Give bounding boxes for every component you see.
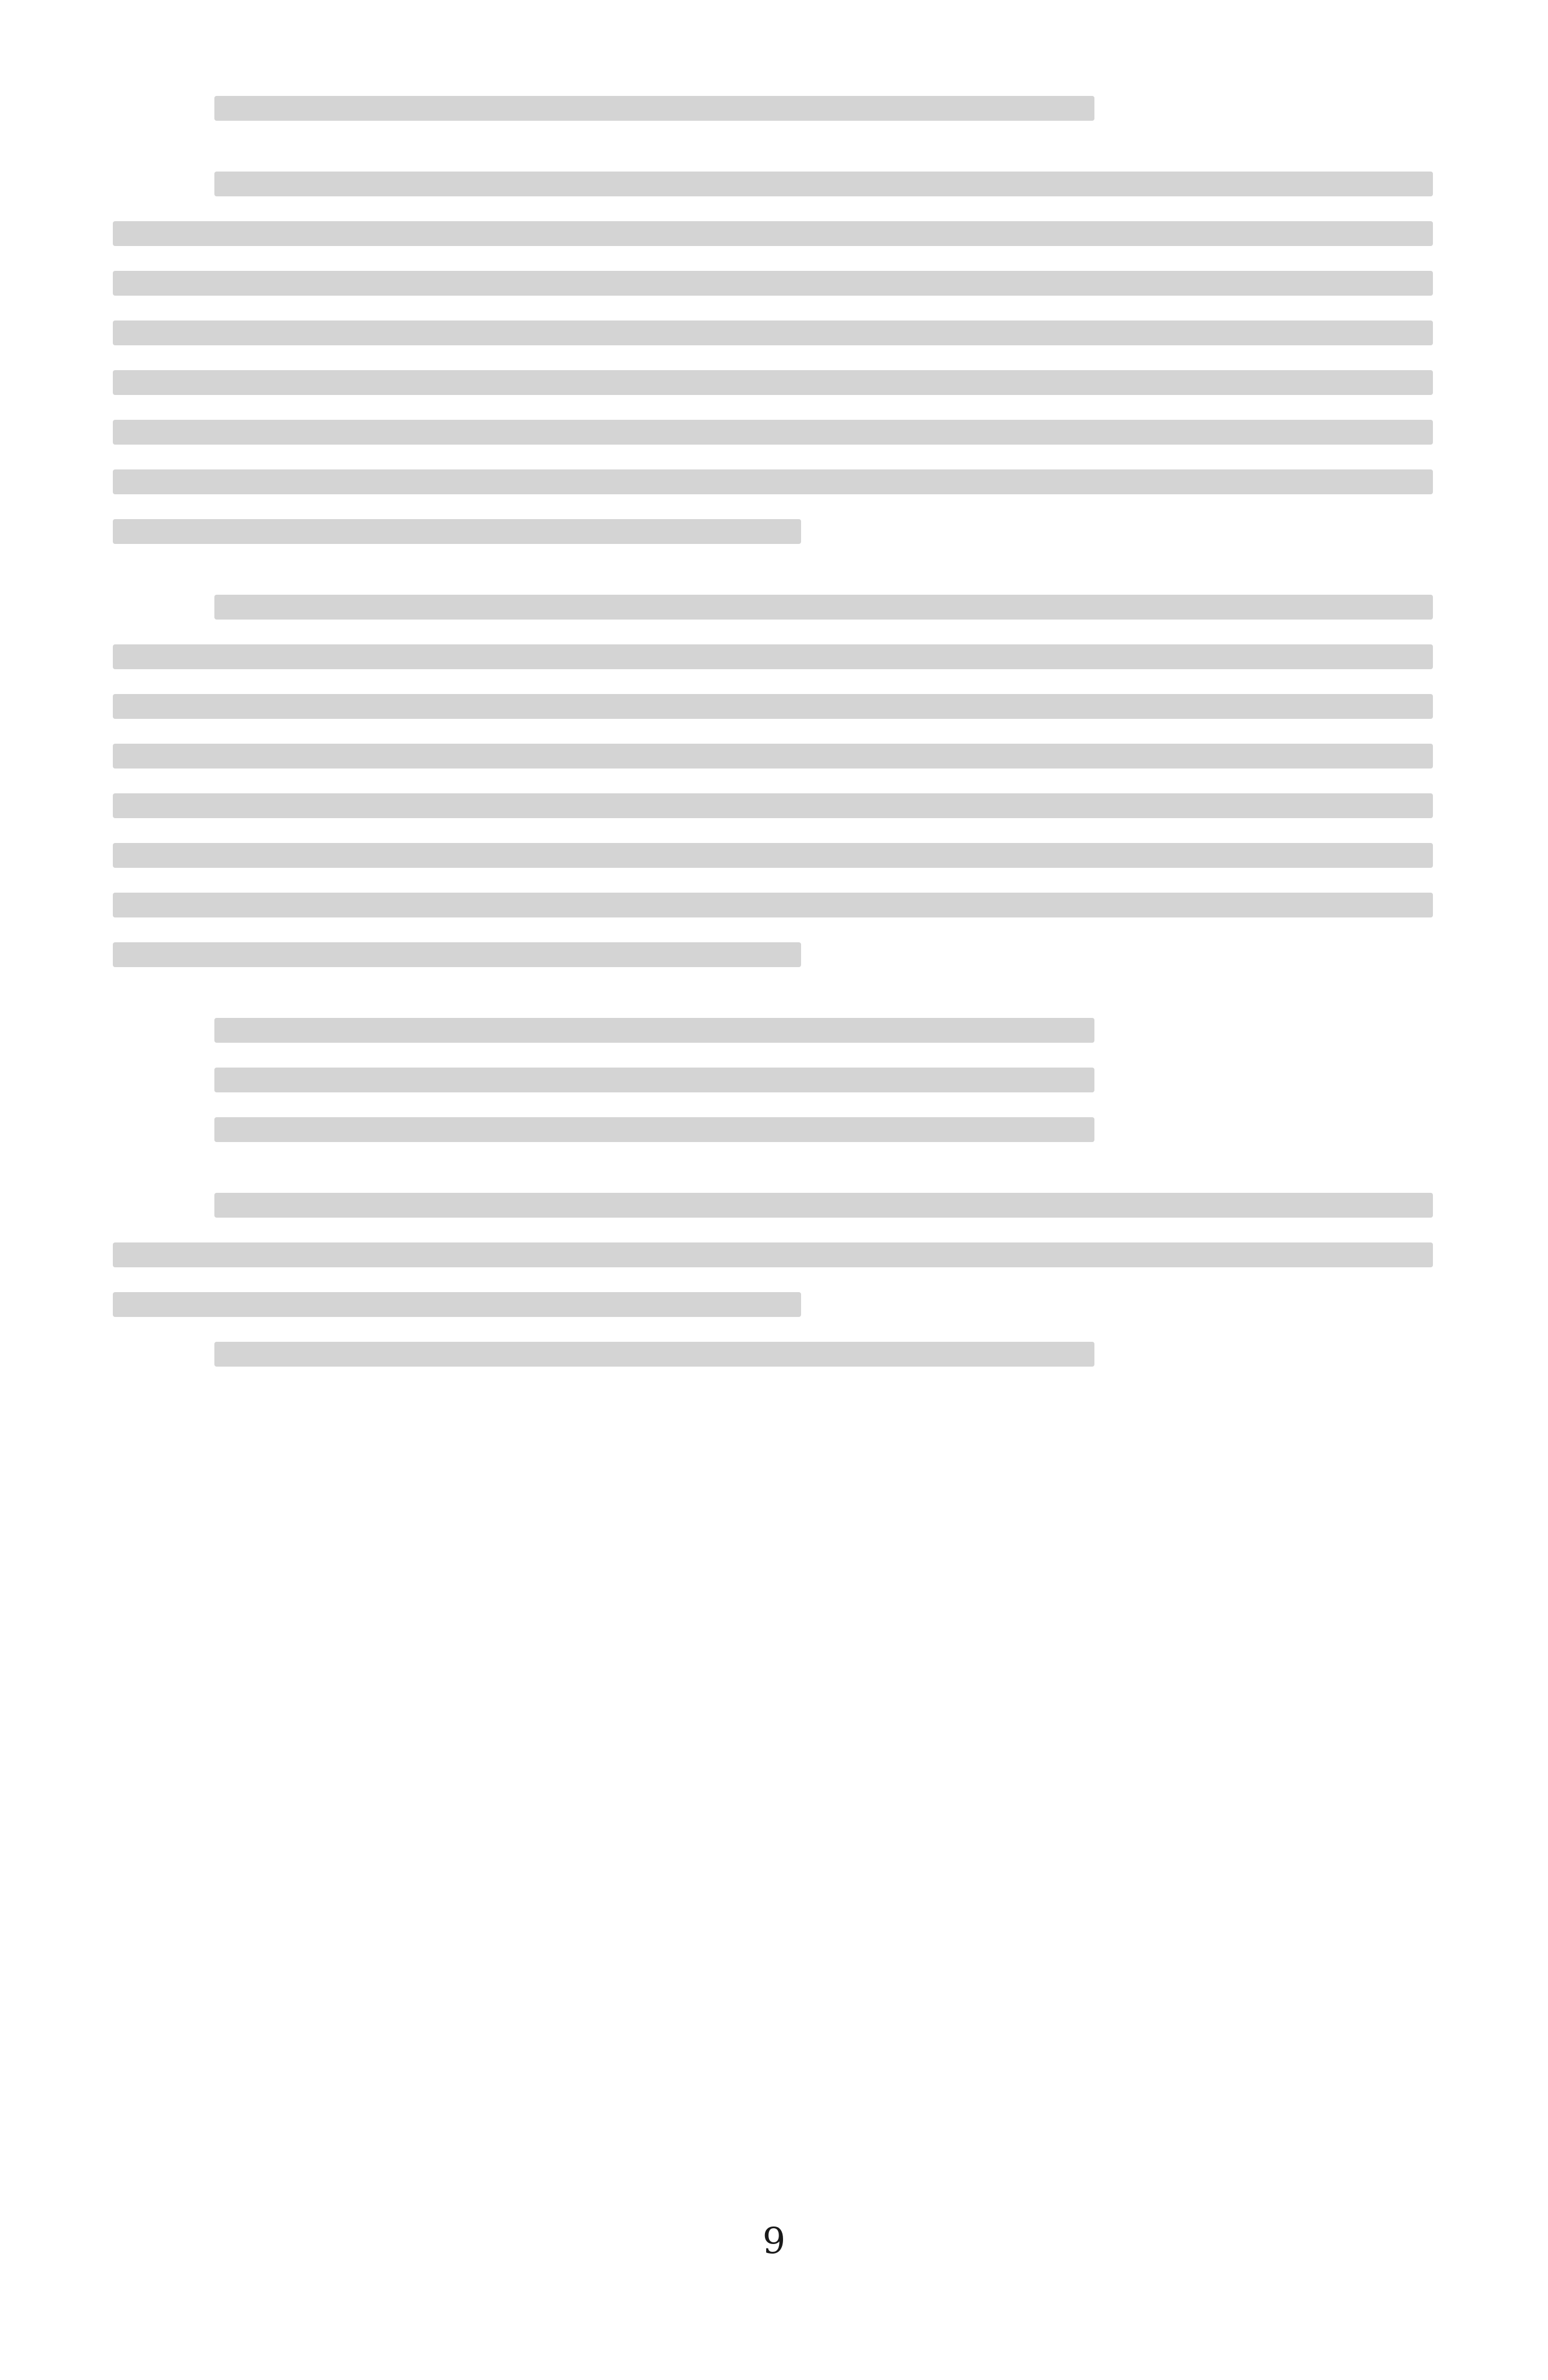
text-line-placeholder	[214, 1018, 1094, 1043]
text-line-placeholder	[113, 469, 1433, 494]
paragraph-placeholder	[113, 1018, 1433, 1142]
text-line-placeholder	[113, 843, 1433, 868]
text-line-placeholder	[214, 1068, 1094, 1092]
text-line-placeholder	[214, 1193, 1433, 1218]
paragraph-placeholder	[113, 96, 1433, 121]
text-line-placeholder	[113, 942, 801, 967]
paragraph-placeholder	[113, 595, 1433, 967]
text-line-placeholder	[113, 1292, 801, 1317]
text-line-placeholder	[113, 420, 1433, 445]
text-line-placeholder	[113, 644, 1433, 669]
text-line-placeholder	[113, 320, 1433, 345]
text-line-placeholder	[113, 370, 1433, 395]
text-line-placeholder	[214, 1117, 1094, 1142]
text-line-placeholder	[113, 744, 1433, 769]
text-line-placeholder	[113, 694, 1433, 719]
text-line-placeholder	[113, 1242, 1433, 1267]
paragraph-placeholder	[113, 172, 1433, 544]
text-line-placeholder	[214, 1342, 1094, 1367]
text-line-placeholder	[214, 595, 1433, 620]
body-text-placeholder	[113, 96, 1433, 2184]
page-number: 9	[762, 2220, 786, 2262]
text-line-placeholder	[214, 96, 1094, 121]
paragraph-placeholder	[113, 1193, 1433, 1367]
text-line-placeholder	[113, 893, 1433, 917]
text-line-placeholder	[113, 271, 1433, 296]
text-line-placeholder	[113, 221, 1433, 246]
text-line-placeholder	[214, 172, 1433, 196]
text-line-placeholder	[113, 793, 1433, 818]
text-line-placeholder	[113, 519, 801, 544]
